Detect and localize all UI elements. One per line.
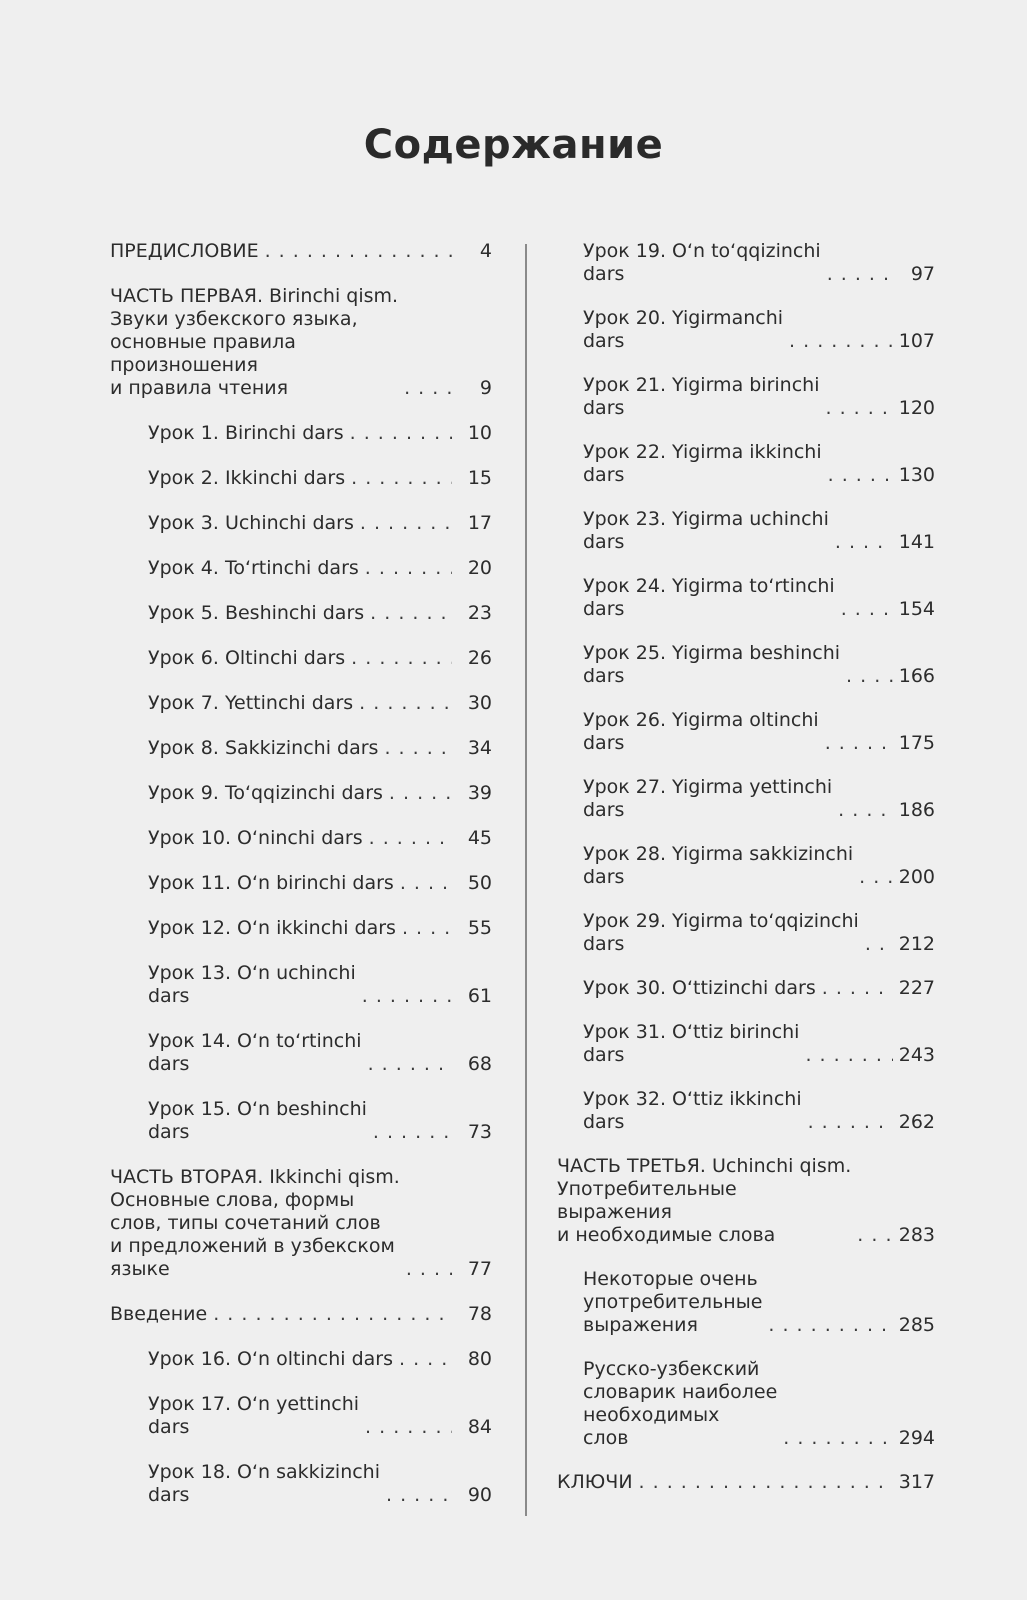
toc-entry-title: Урок 25. Yigirma beshinchi dars [583, 642, 841, 687]
toc-entry[interactable] [557, 642, 935, 688]
dot-leader [368, 1053, 452, 1076]
toc-entry-title: Урок 12. O‘n ikkinchi dars [148, 917, 396, 939]
toc-entry-page: 262 [898, 1111, 935, 1133]
toc-entry[interactable] [110, 512, 492, 535]
dot-leader [351, 467, 452, 490]
toc-entry-title: Урок 9. To‘qqizinchi dars [148, 782, 383, 804]
toc-entry[interactable] [110, 962, 492, 1008]
toc-entry-title: ЧАСТЬ ПЕРВАЯ. Birinchi qism. Звуки узбекского языка, основные правила произношения и правила чтения [110, 285, 399, 399]
toc-entry-title: Урок 21. Yigirma birinchi dars [583, 374, 820, 419]
dot-leader [783, 1427, 892, 1450]
toc-entry-title: Урок 19. O‘n to‘qqizinchi dars [583, 240, 821, 285]
toc-entry-page: 97 [910, 263, 935, 285]
dot-leader [865, 933, 893, 956]
toc-entry[interactable] [557, 1021, 935, 1067]
toc-entry-page: 130 [898, 464, 935, 486]
toc-entry-page: 34 [467, 737, 492, 759]
toc-entry-title: Русско-узбекский словарик наиболее необходимых слов [583, 1358, 778, 1449]
toc-entry-page: 186 [898, 799, 935, 821]
dot-leader [350, 422, 452, 445]
toc-entry-page: 243 [898, 1044, 935, 1066]
toc-entry-page: 175 [898, 732, 935, 754]
dot-leader [389, 782, 452, 805]
toc-entry-title: Урок 7. Yettinchi dars [148, 692, 354, 714]
dot-leader [805, 1044, 892, 1067]
toc-entry[interactable] [557, 1088, 935, 1134]
toc-entry-page: 78 [467, 1303, 492, 1325]
toc-entry[interactable] [110, 1348, 492, 1371]
toc-left-column [110, 240, 492, 1529]
toc-entry[interactable] [557, 709, 935, 755]
toc-entry[interactable] [110, 827, 492, 850]
toc-entry-page: 50 [467, 872, 492, 894]
toc-entry[interactable] [110, 240, 492, 263]
toc-entry-title: Урок 31. O‘ttiz birinchi dars [583, 1021, 800, 1066]
toc-entry-page: 77 [467, 1258, 492, 1280]
dot-leader [370, 602, 452, 625]
toc-entry-title: Урок 17. O‘n yettinchi dars [148, 1393, 360, 1438]
dot-leader [365, 1416, 452, 1439]
toc-entry[interactable] [557, 977, 935, 1000]
dot-leader [846, 665, 893, 688]
toc-entry-title: Урок 15. O‘n beshinchi dars [148, 1098, 367, 1143]
toc-entry-title: Урок 16. O‘n oltinchi dars [148, 1348, 394, 1370]
toc-entry-title: Урок 10. O‘ninchi dars [148, 827, 363, 849]
toc-entry[interactable] [557, 1358, 935, 1450]
toc-entry-title: Урок 5. Beshinchi dars [148, 602, 365, 624]
toc-entry[interactable] [110, 917, 492, 940]
toc-entry[interactable] [557, 575, 935, 621]
toc-entry-title: Урок 28. Yigirma sakkizinchi dars [583, 843, 854, 888]
toc-entry[interactable] [110, 1098, 492, 1144]
dot-leader [838, 799, 893, 822]
dot-leader [351, 647, 452, 670]
dot-leader [859, 866, 893, 889]
dot-leader [789, 330, 893, 353]
toc-entry[interactable] [110, 285, 492, 400]
toc-entry-page: 294 [898, 1427, 935, 1449]
toc-entry-page: 26 [467, 647, 492, 669]
toc-entry[interactable] [110, 737, 492, 760]
toc-entry[interactable] [557, 240, 935, 286]
dot-leader [365, 557, 452, 580]
toc-entry[interactable] [110, 602, 492, 625]
toc-entry-title: Урок 13. O‘n uchinchi dars [148, 962, 356, 1007]
toc-entry[interactable] [110, 1393, 492, 1439]
toc-entry-page: 317 [898, 1471, 935, 1493]
toc-entry-page: 4 [479, 240, 492, 262]
toc-entry-title: Урок 26. Yigirma oltinchi dars [583, 709, 819, 754]
toc-entry-page: 55 [467, 917, 492, 939]
toc-entry-title: ЧАСТЬ ВТОРАЯ. Ikkinchi qism. Основные слова, формы слов, типы сочетаний слов и предложений в узбекском языке [110, 1166, 400, 1280]
toc-entry-title: Урок 24. Yigirma to‘rtinchi dars [583, 575, 835, 620]
toc-entry-page: 107 [898, 330, 935, 352]
toc-entry[interactable] [557, 1155, 935, 1247]
toc-entry[interactable] [110, 422, 492, 445]
toc-entry[interactable] [110, 692, 492, 715]
toc-entry-title: Урок 18. O‘n sakkizinchi dars [148, 1461, 380, 1506]
toc-entry-page: 80 [467, 1348, 492, 1370]
dot-leader [639, 1471, 893, 1494]
toc-entry[interactable] [557, 374, 935, 420]
dot-leader [399, 1348, 452, 1371]
toc-entry-title: ЧАСТЬ ТРЕТЬЯ. Uchinchi qism. Употребительные выражения и необходимые слова [557, 1155, 852, 1246]
toc-entry-page: 39 [467, 782, 492, 804]
column-divider [525, 244, 527, 1516]
toc-entry-page: 20 [467, 557, 492, 579]
toc-entry-page: 68 [467, 1053, 492, 1075]
toc-entry-title: ПРЕДИСЛОВИЕ [110, 240, 259, 262]
toc-entry[interactable] [110, 1461, 492, 1507]
dot-leader [265, 240, 452, 263]
toc-entry-title: Урок 14. O‘n to‘rtinchi dars [148, 1030, 362, 1075]
toc-entry-title: Урок 22. Yigirma ikkinchi dars [583, 441, 822, 486]
dot-leader [827, 263, 895, 286]
toc-right-column [557, 240, 935, 1515]
dot-leader [826, 397, 893, 420]
toc-entry-page: 141 [898, 531, 935, 553]
toc-entry[interactable] [110, 872, 492, 895]
toc-entry-page: 154 [898, 598, 935, 620]
dot-leader [768, 1314, 892, 1337]
toc-entry-page: 90 [467, 1484, 492, 1506]
toc-entry-page: 17 [467, 512, 492, 534]
dot-leader [384, 737, 452, 760]
toc-entry-page: 120 [898, 397, 935, 419]
toc-entry-page: 30 [467, 692, 492, 714]
toc-entry-page: 15 [467, 467, 492, 489]
dot-leader [835, 531, 893, 554]
toc-entry[interactable] [557, 1268, 935, 1337]
toc-entry-title: Урок 2. Ikkinchi dars [148, 467, 346, 489]
dot-leader [373, 1121, 452, 1144]
dot-leader [825, 732, 893, 755]
toc-entry[interactable] [110, 467, 492, 490]
dot-leader [822, 977, 893, 1000]
toc-entry-title: Урок 11. O‘n birinchi dars [148, 872, 394, 894]
toc-entry-page: 45 [467, 827, 492, 849]
dot-leader [402, 917, 452, 940]
toc-entry-page: 61 [467, 985, 492, 1007]
toc-entry-title: Введение [110, 1303, 208, 1325]
toc-entry-title: Урок 29. Yigirma to‘qqizinchi dars [583, 910, 859, 955]
toc-entry[interactable] [557, 307, 935, 353]
toc-entry[interactable] [110, 1303, 492, 1326]
toc-entry-page: 84 [467, 1416, 492, 1438]
toc-entry[interactable] [110, 782, 492, 805]
toc-entry-page: 10 [467, 422, 492, 444]
toc-entry-title: Урок 6. Oltinchi dars [148, 647, 346, 669]
toc-entry-page: 23 [467, 602, 492, 624]
toc-entry[interactable] [557, 1471, 935, 1494]
toc-entry-page: 200 [898, 866, 935, 888]
dot-leader [360, 512, 452, 535]
dot-leader [362, 985, 452, 1008]
toc-entry[interactable] [557, 843, 935, 889]
dot-leader [841, 598, 893, 621]
toc-entry-title: Урок 20. Yigirmanchi dars [583, 307, 784, 352]
toc-entry-title: КЛЮЧИ [557, 1471, 633, 1493]
toc-entry-title: Урок 23. Yigirma uchinchi dars [583, 508, 829, 553]
toc-entry-page: 9 [479, 377, 492, 399]
toc-entry-page: 166 [898, 665, 935, 687]
toc-entry-title: Урок 3. Uchinchi dars [148, 512, 354, 534]
page-title: Содержание [363, 122, 664, 168]
dot-leader [808, 1111, 893, 1134]
toc-entry[interactable] [557, 910, 935, 956]
toc-entry-title: Урок 4. To‘rtinchi dars [148, 557, 359, 579]
dot-leader [406, 1258, 452, 1281]
toc-entry[interactable] [557, 508, 935, 554]
toc-entry[interactable] [557, 776, 935, 822]
toc-entry-page: 283 [898, 1224, 935, 1246]
toc-entry[interactable] [110, 1030, 492, 1076]
dot-leader [828, 464, 893, 487]
dot-leader [857, 1224, 892, 1247]
toc-entry[interactable] [110, 647, 492, 670]
toc-entry-page: 227 [898, 977, 935, 999]
toc-entry-page: 285 [898, 1314, 935, 1336]
toc-entry-page: 212 [898, 933, 935, 955]
toc-entry-title: Урок 1. Birinchi dars [148, 422, 344, 444]
toc-entry-page: 73 [467, 1121, 492, 1143]
dot-leader [359, 692, 452, 715]
toc-entry[interactable] [557, 441, 935, 487]
toc-entry-title: Урок 32. O‘ttiz ikkinchi dars [583, 1088, 802, 1133]
toc-entry-title: Урок 8. Sakkizinchi dars [148, 737, 379, 759]
dot-leader [213, 1303, 452, 1326]
toc-entry[interactable] [110, 1166, 492, 1281]
dot-leader [400, 872, 452, 895]
dot-leader [404, 377, 452, 400]
toc-entry[interactable] [110, 557, 492, 580]
toc-entry-title: Урок 30. O‘ttizinchi dars [583, 977, 816, 999]
toc-entry-title: Некоторые очень употребительные выражения [583, 1268, 763, 1336]
dot-leader [386, 1484, 452, 1507]
toc-entry-title: Урок 27. Yigirma yettinchi dars [583, 776, 833, 821]
dot-leader [369, 827, 452, 850]
